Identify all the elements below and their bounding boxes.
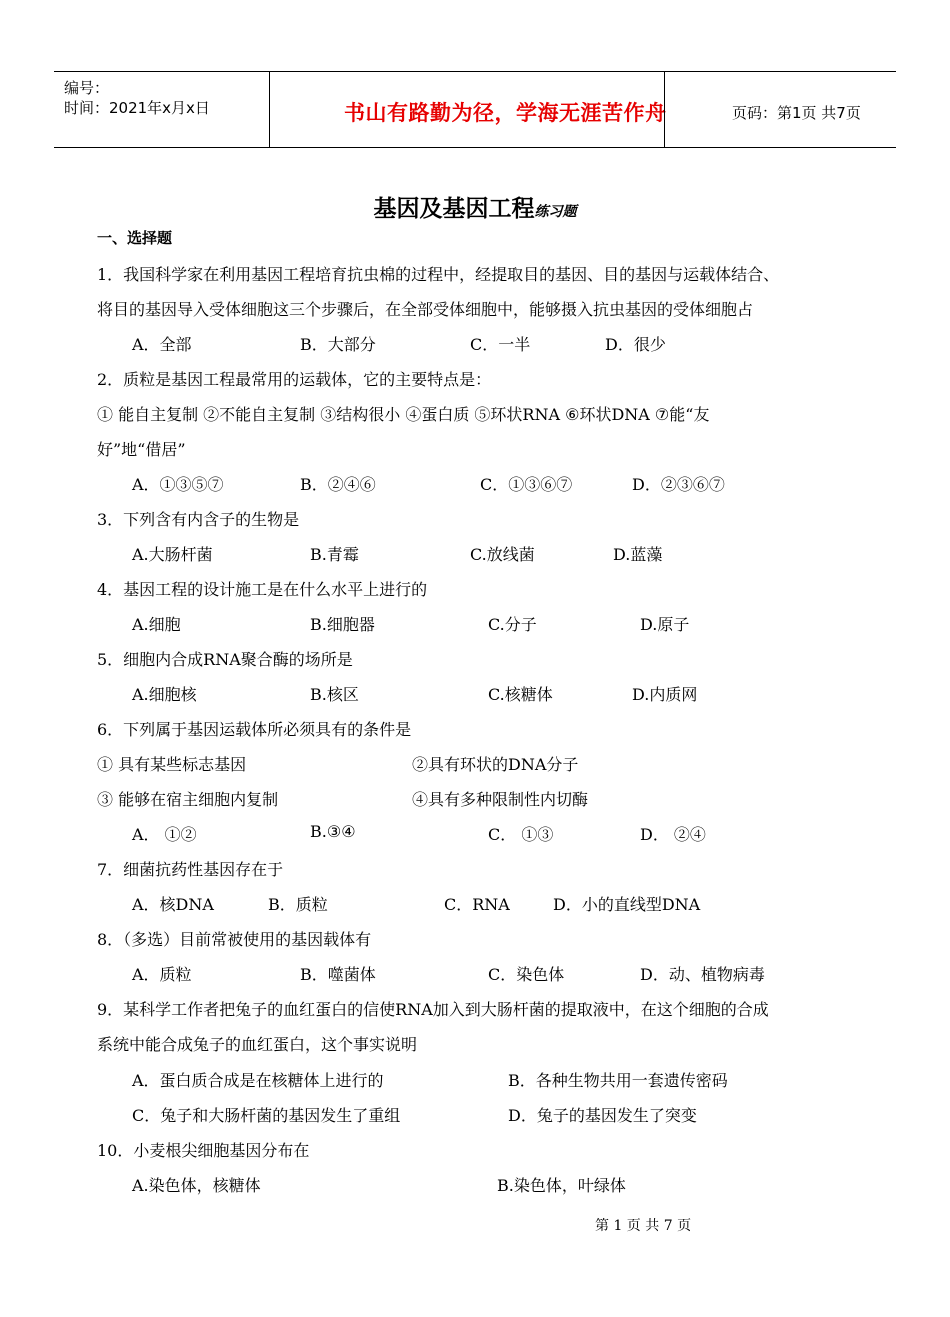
- question-line: 8．（多选）目前常被使用的基因载体有: [97, 930, 372, 949]
- document-title: [0, 190, 950, 223]
- option: A．全部: [132, 335, 192, 354]
- question-line: 5．细胞内合成RNA聚合酶的场所是: [97, 650, 353, 669]
- question-line: 2．质粒是基因工程最常用的运载体，它的主要特点是：: [97, 370, 492, 389]
- condition-item: ④具有多种限制性内切酶: [412, 790, 589, 809]
- number-label: 编号：: [64, 79, 110, 97]
- option: B．各种生物共用一套遗传密码: [508, 1071, 728, 1090]
- option: C．兔子和大肠杆菌的基因发生了重组: [132, 1106, 401, 1125]
- question-line: 好”地“借居”: [97, 440, 186, 459]
- option: D．兔子的基因发生了突变: [508, 1106, 697, 1125]
- title-sub: 练习题: [534, 204, 577, 220]
- option: B．质粒: [268, 895, 328, 914]
- page-footer: 第 1 页 共 7 页: [595, 1218, 692, 1234]
- section-heading: 一、选择题: [97, 229, 173, 247]
- header-motto: 书山有路勤为径，学海无涯苦作舟: [344, 101, 667, 125]
- option: B．大部分: [300, 335, 376, 354]
- option: D．小的直线型DNA: [553, 895, 701, 914]
- option: B.核区: [310, 685, 359, 704]
- question-line: 7．细菌抗药性基因存在于: [97, 860, 284, 879]
- header-divider: [269, 72, 270, 147]
- condition-item: ③ 能够在宿主细胞内复制: [97, 790, 279, 809]
- option: A． ①②: [132, 825, 197, 844]
- header-meta: [64, 78, 210, 118]
- option: C.分子: [488, 615, 537, 634]
- option: A.细胞: [132, 615, 181, 634]
- option: B.细胞器: [310, 615, 375, 634]
- option: A.细胞核: [132, 685, 197, 704]
- question-line: 6．下列属于基因运载体所必须具有的条件是: [97, 720, 412, 739]
- option: C.放线菌: [470, 545, 535, 564]
- option: D.蓝藻: [613, 545, 663, 564]
- option: B.青霉: [310, 545, 359, 564]
- option: A．①③⑤⑦: [132, 475, 224, 494]
- question-line: ① 能自主复制 ②不能自主复制 ③结构很小 ④蛋白质 ⑤环状RNA ⑥环状DNA ⑦能“友: [97, 405, 710, 424]
- option: B．噬菌体: [300, 965, 376, 984]
- option: A．核DNA: [132, 895, 214, 914]
- option: B.染色体，叶绿体: [497, 1176, 626, 1195]
- option: D.内质网: [632, 685, 698, 704]
- option: A．质粒: [132, 965, 192, 984]
- question-line: 系统中能合成兔子的血红蛋白，这个事实说明: [97, 1035, 418, 1054]
- option: A．蛋白质合成是在核糖体上进行的: [132, 1071, 384, 1090]
- title-main: 基因及基因工程: [373, 195, 535, 222]
- question-line: 4．基因工程的设计施工是在什么水平上进行的: [97, 580, 428, 599]
- question-line: 1．我国科学家在利用基因工程培育抗虫棉的过程中，经提取目的基因、目的基因与运载体结合、: [97, 265, 780, 284]
- header-page-info: 页码：第1页 共7页: [732, 104, 861, 122]
- option: A.染色体，核糖体: [132, 1176, 261, 1195]
- option: D．②③⑥⑦: [632, 475, 725, 494]
- header-divider: [664, 72, 665, 147]
- option: C．一半: [470, 335, 531, 354]
- option: C．染色体: [488, 965, 565, 984]
- question-line: 将目的基因导入受体细胞这三个步骤后，在全部受体细胞中，能够摄入抗虫基因的受体细胞占: [97, 300, 754, 319]
- option: A.大肠杆菌: [132, 545, 213, 564]
- question-line: 3．下列含有内含子的生物是: [97, 510, 300, 529]
- option: D．动、植物病毒: [640, 965, 765, 984]
- option: C.核糖体: [488, 685, 553, 704]
- option: D.原子: [640, 615, 690, 634]
- option: C．RNA: [444, 895, 510, 914]
- option: D．很少: [605, 335, 666, 354]
- option: D． ②④: [640, 825, 706, 844]
- option: C． ①③: [488, 825, 554, 844]
- condition-item: ① 具有某些标志基因: [97, 755, 247, 774]
- option: C．①③⑥⑦: [480, 475, 573, 494]
- question-line: 10．小麦根尖细胞基因分布在: [97, 1141, 310, 1160]
- time-label: 时间：2021年x月x日: [64, 99, 210, 117]
- condition-item: ②具有环状的DNA分子: [412, 755, 579, 774]
- page-header: [54, 71, 896, 148]
- option: B.③④: [310, 822, 356, 841]
- option: B．②④⑥: [300, 475, 376, 494]
- question-line: 9．某科学工作者把兔子的血红蛋白的信使RNA加入到大肠杆菌的提取液中，在这个细胞的合成: [97, 1000, 769, 1019]
